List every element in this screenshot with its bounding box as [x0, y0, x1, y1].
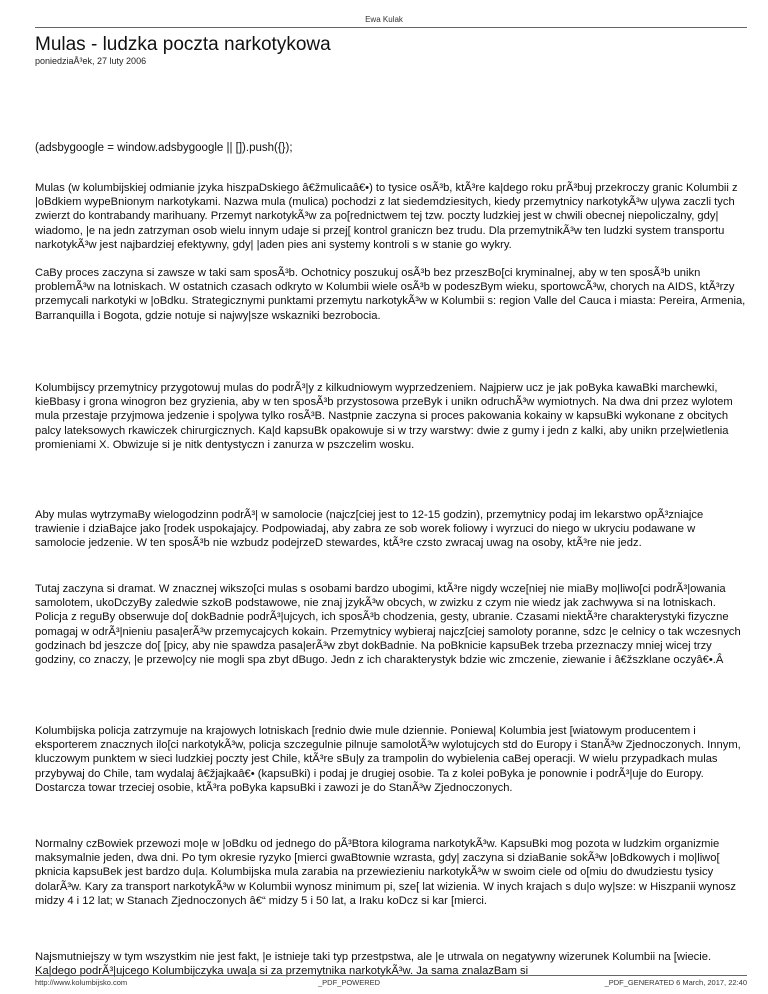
paragraph-text: Kolumbijska policja zatrzymuje na krajowych lotniskach [rednio dwie mule dziennie. Poniewa| Kolumbia jest [wiatowym producentem i eksporterem znacznych ilo[ci narkotykÃ³w, policja szczegulnie pilnuje samolotÃ³w wylotujcych std do Europy i StanÃ³w Zjednoczonych. Innym, kluczowym punktem w sieci ludzkiej poczty jest Chile, ktÃ³re sBu|y za trampolin do wybielenia caBej operacji. W wielu przypadkach mulas przybywaj do Chile, tam wydalaj â€žjajkaâ€• (kapsuBki) i podaj je drugiej osobie. Ta z kolei poByka je ponownie i podrÃ³|uje do Europy. Dostarcza towar trzeciej osobie, ktÃ³ra poByka kapsuBki i zawozi je do StanÃ³w Zjednoczonych. [35, 725, 741, 794]
paragraph [35, 508, 747, 551]
paragraph [35, 724, 747, 795]
footer-generated: _PDF_GENERATED 6 March, 2017, 22:40 [604, 978, 747, 987]
article-title: Mulas - ludzka poczta narkotykowa [35, 34, 331, 55]
paragraph [35, 837, 747, 908]
header-divider [35, 27, 747, 28]
paragraph-text: Kolumbijscy przemytnicy przygotowuj mulas do podrÃ³|y z kilkudniowym wyprzedzeniem. Najpierw ucz je jak poByka kawaBki marchewki, kieBbasy i grona winogron bez gryzienia, aby w ten sposÃ³b przystosowa przeByk i unikn odruchÃ³w wymiotnych. Na dwa dni przez wylotem mula przestaje przyjmowa jedzenie i spo|ywa tylko rosÃ³B. Nastpnie zaczyna si proces pakowania kokainy w kapsuBki wykonane z obcitych palcy lateksowych rkawiczek chirurgicznych. Ka|d kapsuBk opakowuje si w trzy warstwy: dwie z gumy i jedn z kalki, aby unikn prze|wietlenia promieniami X. Obwizuje si je nitk dentystyczn i zanurza w pszczelim wosku. [35, 382, 733, 451]
paragraph [35, 266, 747, 323]
paragraph-text: Tutaj zaczyna si dramat. W znacznej wikszo[ci mulas s osobami bardzo ubogimi, ktÃ³re nigdy wcze[niej nie miaBy mo|liwo[ci podrÃ³|owania samolotem, ukoDczyBy zaledwie szkoB podstawowe, nie znaj jzykÃ³w obcych, w zwizku z czym nie wiedz jak zachwywa si na lotniskach. Policja z reguBy obserwuje do[ dokBadnie podrÃ³|ujcych, ich sposÃ³b chodzenia, gesty, ubranie. Czasami niektÃ³re charakterystyki fizyczne pomagaj w odrÃ³|nieniu pasa|erÃ³w przemycajcych kokain. Przemytnicy wybieraj najcz[ciej samoloty poranne, sdzc |e celnicy o tak wczesnych godzinach bd jeszcze do[ [picy, aby nie spawdza pasa|erÃ³w zbyt dokBadnie. Na poBknicie kapsuBek trzeba przeznaczy mniej wicej trzy godziny, co znaczy, |e przewo|cy nie mogli spa zbyt dBugo. Jedn z ich charakterystyk bdzie wic zmczenie, ziewanie i â€žszklane oczyâ€•.Â [35, 583, 741, 667]
paragraph-text: CaBy proces zaczyna si zawsze w taki sam sposÃ³b. Ochotnicy poszukuj osÃ³b bez przeszBo[ci kryminalnej, aby w ten sposÃ³b unikn problemÃ³w na lotniskach. W ostatnich czasach odkryto w Kolumbii wiele osÃ³b w podeszBym wieku, sportowcÃ³w, chorych na AIDS, ktÃ³rzy przemycali narkotyki w |oBdku. Strategicznymi punktami przemytu narkotykÃ³w w Kolumbii s: region Valle del Cauca i miasta: Pereira, Armenia, Barranquilla i Bogota, gdzie notuje si najwy|sze wskazniki bezrobocia. [35, 267, 746, 322]
footer-url[interactable]: http://www.kolumbijsko.com [35, 978, 128, 987]
ads-script-text: (adsbygoogle = window.adsbygoogle || []).push({}); [35, 142, 293, 154]
paragraph [35, 381, 747, 452]
paragraph [35, 582, 747, 667]
footer-powered: _PDF_POWERED [318, 978, 381, 987]
article-date: poniedziaÅ³ek, 27 luty 2006 [35, 56, 147, 66]
paragraph-text: Mulas (w kolumbijskiej odmianie jzyka hiszpaDskiego â€žmulicaâ€•) to tysice osÃ³b, ktÃ³re ka|dego roku prÃ³buj przekroczy granic Kolumbii z |oBdkiem wypeBnionym narkotykami. Nazwa mula (mulica) pochodzi z lat siedemdziesitych, kiedy przemytnicy narkotykÃ³w u|ywa zaczli tych zwierzt do kontrabandy marihuany. Przemyt narkotykÃ³w za po[rednictwem tej tzw. poczty ludzkiej jest w chwili obecnej niepoliczalny, gdy| wiadomo, |e na jedn zatrzyman osob wielu innym udaje si przej[ kontrol graniczn bez trudu. Dla przemytnikÃ³w ten ludzki system transportu narkotykÃ³w jest najbardziej efektywny, gdy| |aden pies ani systemy kontroli s w stanie go wykry. [35, 182, 738, 251]
paragraph-text: Normalny czBowiek przewozi mo|e w |oBdku od jednego do pÃ³Btora kilograma narkotykÃ³w. KapsuBki mog pozota w ludzkim organizmie maksymalnie jeden, dwa dni. Po tym okresie ryzyko [mierci gwaBtownie wzrasta, gdy| zaczyna si dziaBanie sokÃ³w |oBdkowych i mo|liwo[ pknicia kapsuBek jest bardzo du|a. Kolumbijska mula zarabia na przewiezieniu narkotykÃ³w w swoim ciele od o[miu do dwudziestu tysicy dolarÃ³w. Kary za transport narkotykÃ³w w Kolumbii wynosz minimum pi, sze[ lat wizienia. W inych krajach s du|o wy|sze: w Hiszpanii wynosz midzy 4 i 12 lat; w Stanach Zjednoczonych â€“ midzy 5 i 50 lat, a Iraku koDcz si kar [mierci. [35, 838, 736, 907]
paragraph-text: Najsmutniejszy w tym wszystkim nie jest fakt, |e istnieje taki typ przestpstwa, ale |e utrwala on negatywny wizerunek Kolumbii na [wiecie. Ka|dego podrÃ³|ujcego Kolumbijczyka uwa|a si za przemytnika narkotykÃ³w. Ja sama znalazBam si [35, 951, 712, 978]
header-author: Ewa Kulak [365, 15, 403, 24]
paragraph-text: Aby mulas wytrzymaBy wielogodzinn podrÃ³| w samolocie (najcz[ciej jest to 12-15 godzin), przemytnicy podaj im lekarstwo opÃ³zniajce trawienie i dziaBajce jako [rodek uspokajajcy. Podpowiadaj, aby zabra ze sob worek foliowy i wyrzuci do niego w ukryciu podawane w samolocie jedzenie. W ten sposÃ³b nie wzbudz podejrzeD stewardes, ktÃ³re czsto zwracaj uwag na osoby, ktÃ³re nie jedz. [35, 509, 704, 550]
paragraph [35, 181, 747, 252]
footer-divider [35, 975, 747, 976]
